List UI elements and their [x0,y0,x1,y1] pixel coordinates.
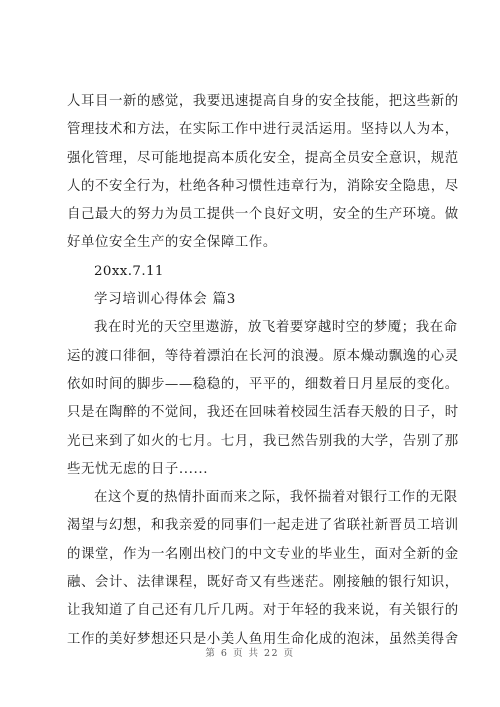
text-line: 些无忧无虑的日子...... [67,461,209,477]
text-line: 运的渡口徘徊，等待着漂泊在长河的浪漫。原本燥动飘逸的心灵 [67,348,459,364]
text-line: 的课堂，作为一名刚出校门的中文专业的毕业生，面对全新的金 [67,546,459,562]
text-line: 管理技术和方法，在实际工作中进行灵活运用。坚持以人为本， [67,122,459,138]
date-line: 20xx.7.11 [94,263,164,279]
paragraph-2 [67,314,459,484]
text-line: 让我知道了自己还有几斤几两。对于年轻的我来说，有关银行的 [67,603,459,619]
paragraph-1 [67,88,459,258]
text-line: 我在时光的天空里遨游，放飞着要穿越时空的梦魇；我在命 [94,320,458,336]
text-line: 只是在陶醉的不觉间，我还在回味着校园生活春天般的日子，时 [67,405,459,421]
text-line: 自己最大的努力为员工提供一个良好文明，安全的生产环境。做 [67,207,459,223]
text-line: 人耳目一新的感觉，我要迅速提高自身的安全技能，把这些新的 [67,94,459,109]
text-line: 依如时间的脚步——稳稳的，平平的，细数着日月星辰的变化。 [67,376,459,392]
text-line: 工作的美好梦想还只是小美人鱼用生命化成的泡沫，虽然美得舍 [67,631,459,647]
text-line: 渴望与幻想，和我亲爱的同事们一起走进了省联社新晋员工培训 [67,518,459,534]
paragraph-3 [67,484,459,654]
body-text [67,88,459,654]
text-line: 光已来到了如火的七月。七月，我已然告别我的大学，告别了那 [67,433,459,449]
text-line: 在这个夏的热情扑面而来之际，我怀揣着对银行工作的无限 [94,490,458,506]
section-heading: 学习培训心得体会 篇3 [94,292,237,308]
text-line: 人的不安全行为，杜绝各种习惯性违章行为，消除安全隐患，尽 [67,178,459,194]
text-line: 好单位安全生产的安全保障工作。 [67,235,277,251]
text-line: 强化管理，尽可能地提高本质化安全，提高全员安全意识，规范 [67,150,459,166]
text-line: 融、会计、法律课程，既好奇又有些迷茫。刚接触的银行知识， [67,575,459,591]
page-number-footer: 第 6 页 共 22 页 [205,648,295,659]
